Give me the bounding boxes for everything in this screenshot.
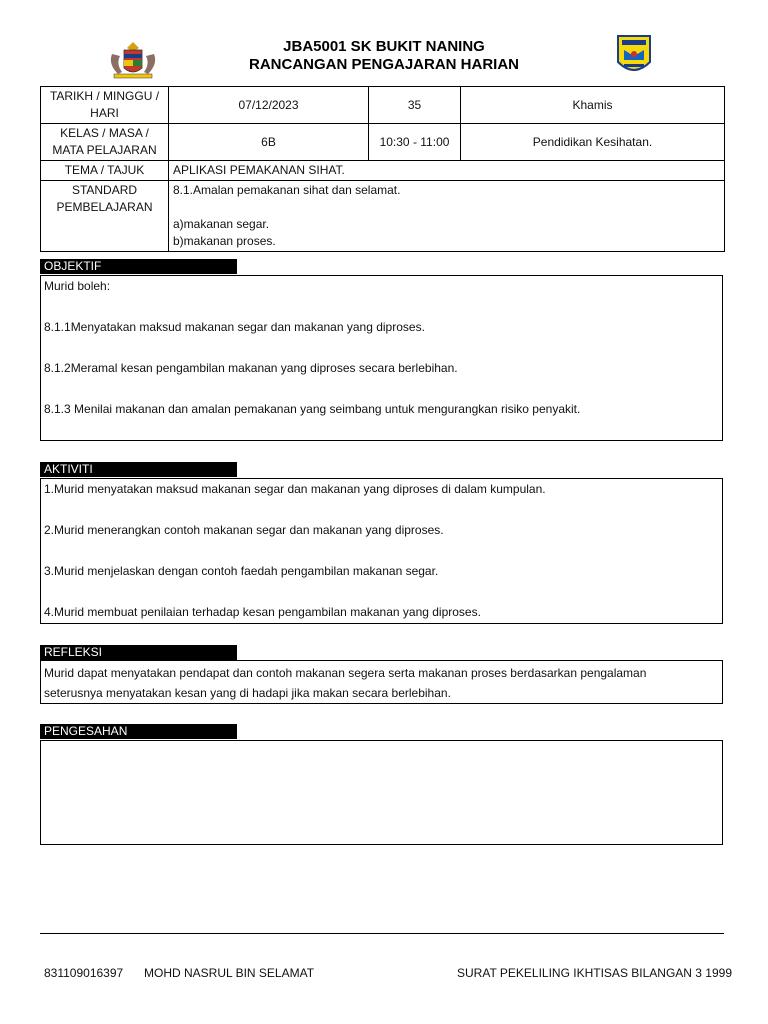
school-title: JBA5001 SK BUKIT NANING (283, 38, 485, 55)
class-value: 6B (169, 124, 369, 161)
standard-line: a)makanan segar. (173, 217, 270, 231)
date-value: 07/12/2023 (169, 87, 369, 124)
refleksi-box (40, 660, 723, 704)
refleksi-line: seterusnya menyatakan kesan yang di hadapi jika makan secara berlebihan. (44, 686, 451, 700)
standard-line: 8.1.Amalan pemakanan sihat dan selamat. (173, 183, 401, 197)
time-value: 10:30 - 11:00 (369, 124, 461, 161)
aktiviti-item: 1.Murid menyatakan maksud makanan segar dan makanan yang diproses di dalam kumpulan. (44, 482, 546, 496)
standard-value (169, 181, 725, 252)
footer-divider (40, 933, 724, 934)
teacher-id: 831109016397 (44, 966, 124, 980)
refleksi-line: Murid dapat menyatakan pendapat dan contoh makanan segera serta makanan proses berdasarkan pengalaman (44, 666, 647, 680)
objektif-item: 8.1.2Meramal kesan pengambilan makanan yang diproses secara berlebihan. (44, 361, 458, 375)
aktiviti-box (40, 478, 723, 624)
objektif-box (40, 275, 723, 441)
standard-line: b)makanan proses. (173, 234, 276, 248)
teacher-name: MOHD NASRUL BIN SELAMAT (144, 966, 315, 980)
tema-label: TEMA / TAJUK (41, 161, 169, 181)
lesson-info-table (40, 86, 725, 252)
objektif-item: 8.1.1Menyatakan maksud makanan segar dan makanan yang diproses. (44, 320, 425, 334)
pengesahan-box (40, 740, 723, 845)
objektif-item: Murid boleh: (44, 279, 111, 293)
document-title: RANCANGAN PENGAJARAN HARIAN (248, 56, 519, 73)
tema-value: APLIKASI PEMAKANAN SIHAT. (169, 161, 725, 181)
tarikh-label: TARIKH / MINGGU / HARI (41, 87, 169, 124)
subject-value: Pendidikan Kesihatan. (461, 124, 725, 161)
aktiviti-item: 3.Murid menjelaskan dengan contoh faedah pengambilan makanan segar. (44, 564, 439, 578)
refleksi-label: REFLEKSI (40, 645, 237, 660)
kelas-label: KELAS / MASA / MATA PELAJARAN (41, 124, 169, 161)
objektif-item: 8.1.3 Menilai makanan dan amalan pemakanan yang seimbang untuk mengurangkan risiko penyakit. (44, 402, 581, 416)
day-value: Khamis (461, 87, 725, 124)
aktiviti-item: 2.Murid menerangkan contoh makanan segar dan makanan yang diproses. (44, 523, 444, 537)
week-value: 35 (369, 87, 461, 124)
aktiviti-label: AKTIVITI (40, 462, 237, 477)
aktiviti-item: 4.Murid membuat penilaian terhadap kesan pengambilan makanan yang diproses. (44, 605, 481, 619)
objektif-label: OBJEKTIF (40, 259, 237, 274)
pengesahan-label: PENGESAHAN (40, 724, 237, 739)
standard-label: STANDARD PEMBELAJARAN (41, 181, 169, 252)
circular-reference: SURAT PEKELILING IKHTISAS BILANGAN 3 1999 (457, 966, 732, 980)
